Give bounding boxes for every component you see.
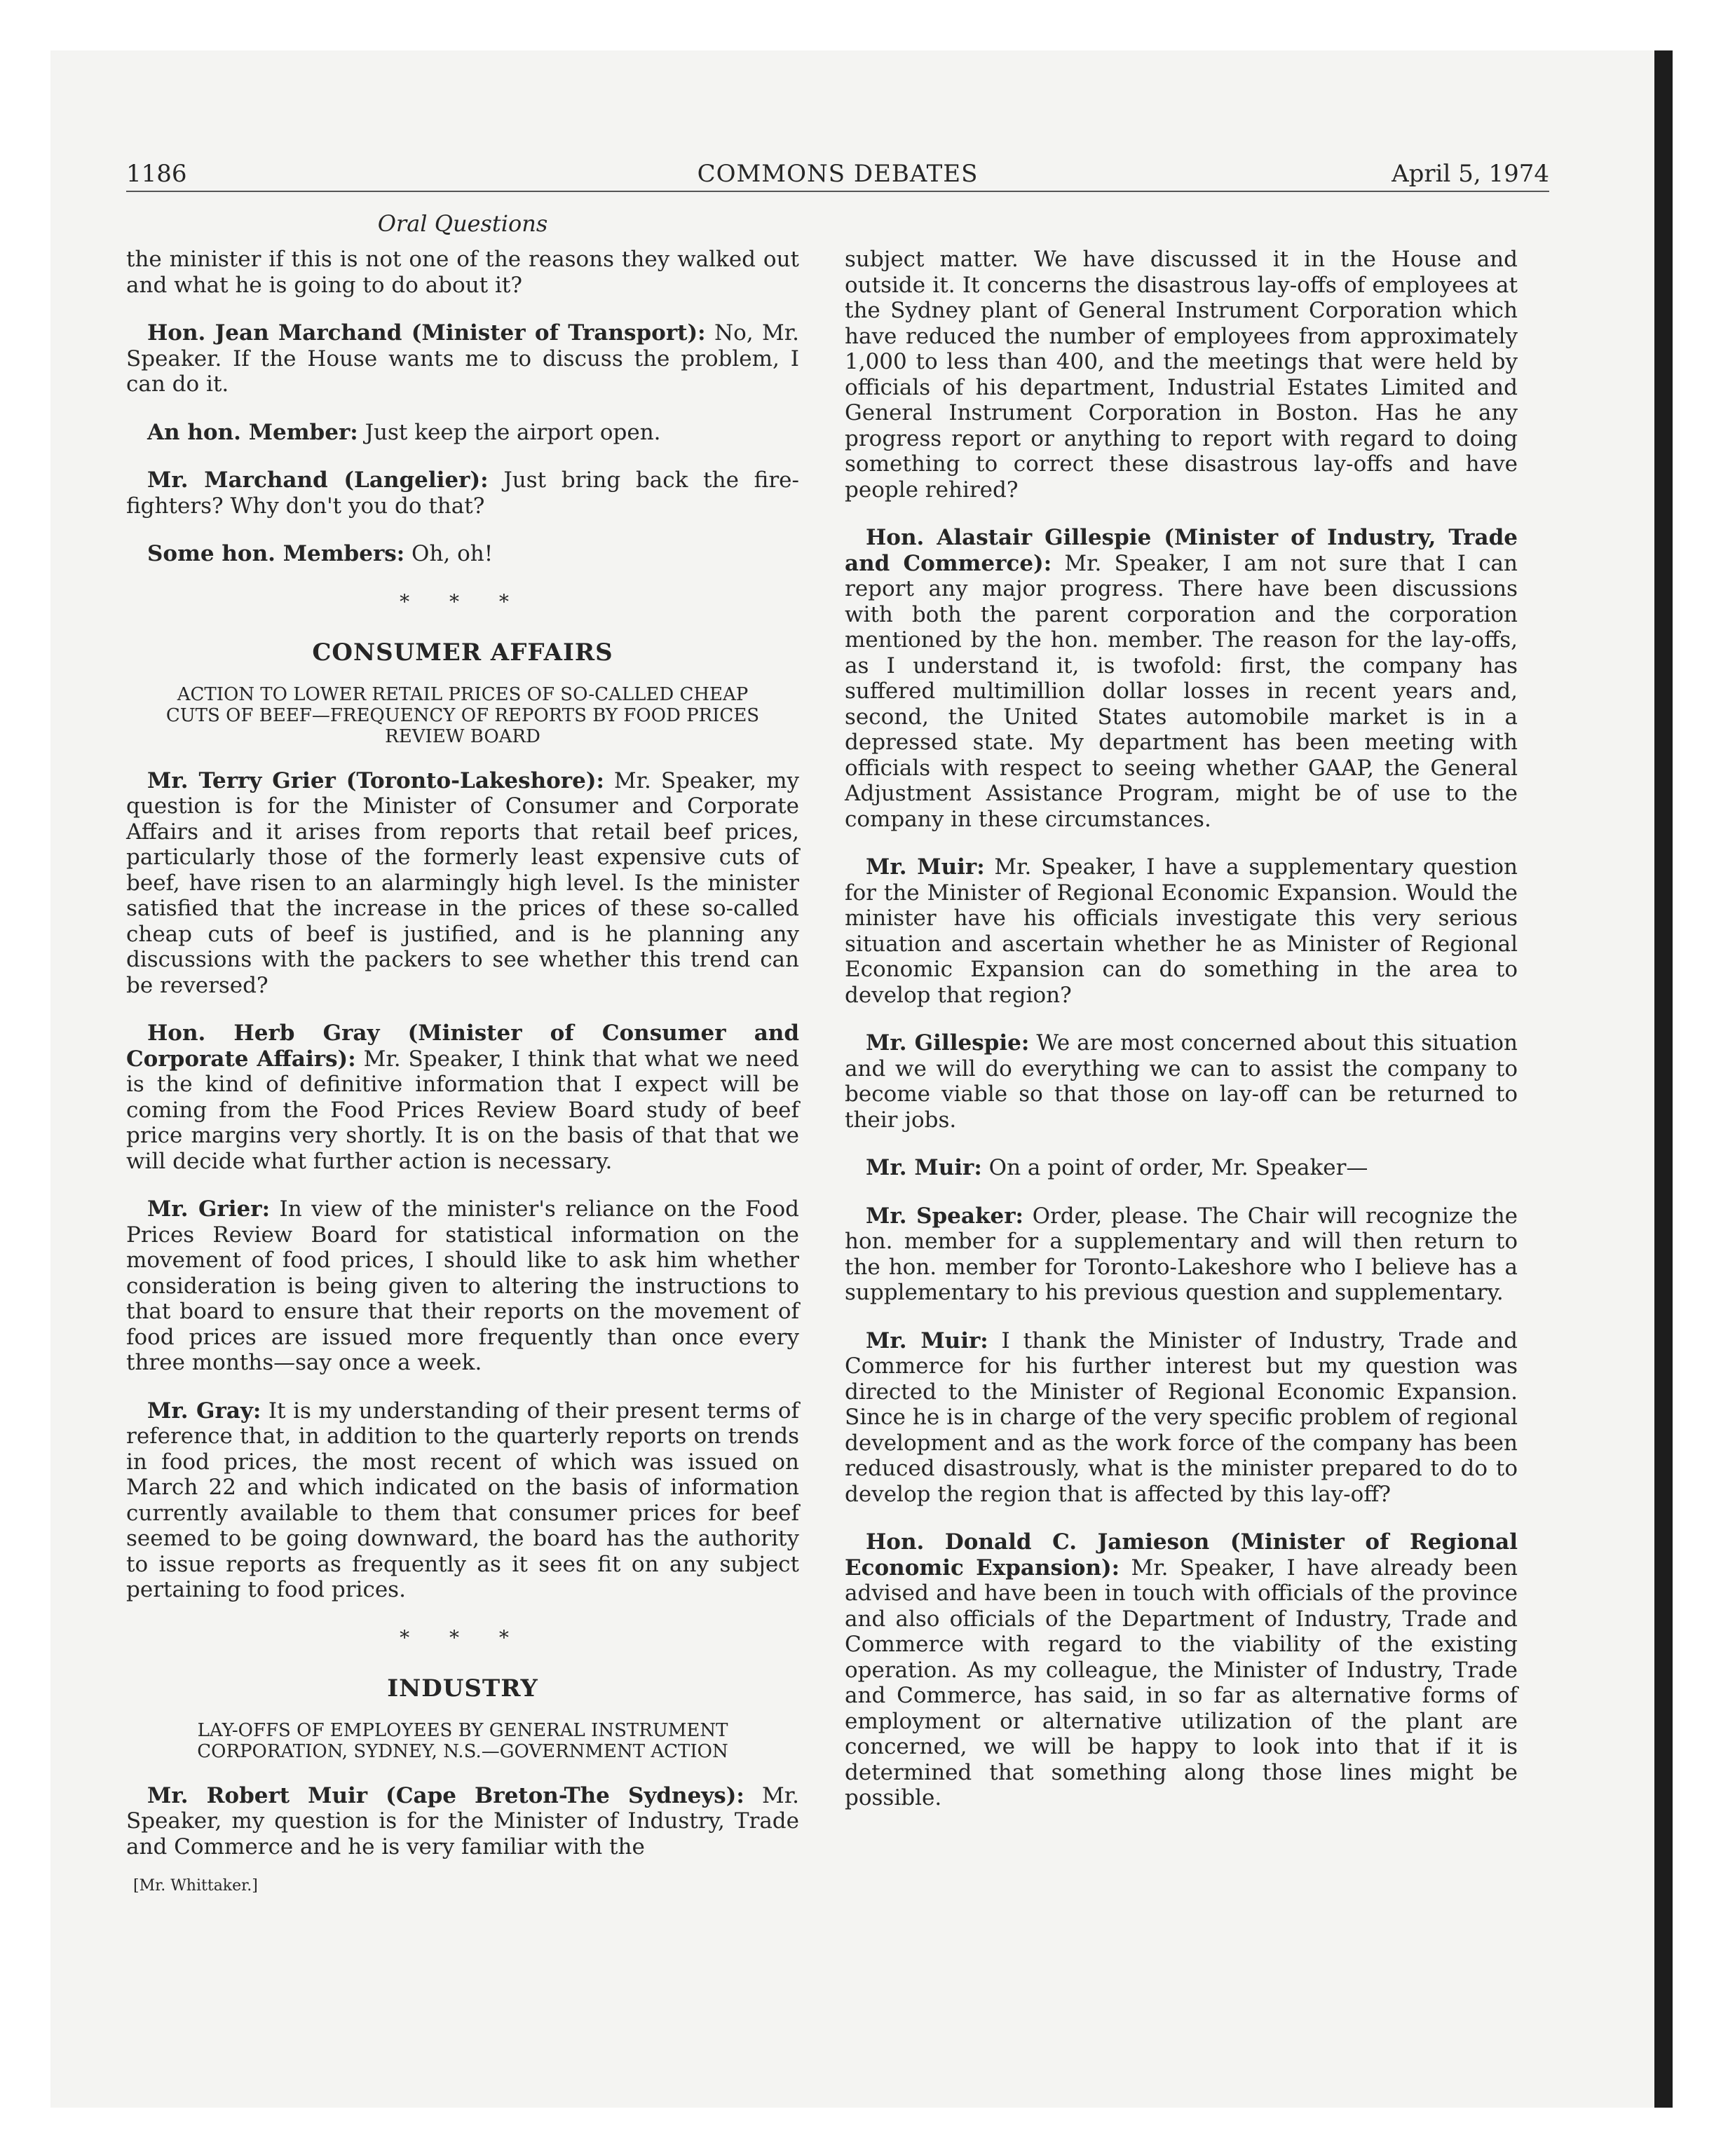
speech-text: Mr. Speaker, I am not sure that I can report any major progress. There have been discussions with both the parent corporation and the corporation mentioned by the hon. member. The reason for the lay-offs, as I understand it, is twofold: first, the company has suffered multimillion dollar losses in recent years and, second, the United States automobile market is in a depressed state. My department has been meeting with officials with respect to seeing whether GAAP, the General Adjustment Assistance Program, might be of use to the company in these circumstances. (845, 550, 1518, 832)
subject-heading: LAY-OFFS OF EMPLOYEES BY GENERAL INSTRUMENT CORPORATION, SYDNEY, N.S.—GOVERNMENT ACTION (197, 1719, 728, 1762)
speaker-name: Mr. Muir: (866, 1328, 988, 1353)
speaker-name: Mr. Terry Grier (Toronto-Lakeshore): (147, 767, 604, 793)
left-column (126, 247, 799, 1899)
speech-text: Mr. Speaker, I have a supplementary question for the Minister of Regional Economic Expansion. Would the minister have his officials investigate this very serious situation and ascertain whether he as Minister of Regional Economic Expansion can do something in the area to develop that region? (845, 854, 1518, 1008)
speech-text: On a point of order, Mr. Speaker— (981, 1155, 1368, 1180)
paragraph (845, 1529, 1518, 1811)
paragraph (126, 1783, 799, 1860)
rubric-heading: CONSUMER AFFAIRS (312, 639, 613, 667)
subject-heading: ACTION TO LOWER RETAIL PRICES OF SO-CALLED CHEAP CUTS OF BEEF—FREQUENCY OF REPORTS BY FOOD PRICES REVIEW BOARD (165, 683, 760, 747)
section-separator: * * * (400, 589, 526, 613)
speaker-name: Mr. Robert Muir (Cape Breton-The Sydneys): (147, 1782, 744, 1808)
paragraph (126, 1196, 799, 1376)
paragraph (126, 541, 799, 567)
speech-text: Mr. Speaker, I have already been advised and have been in touch with officials of the province and also officials of the Department of Industry, Trade and Commerce with regard to the viability of the existing operation. As my colleague, the Minister of Industry, Trade and Commerce, has said, in so far as alternative forms of employment or alternative utilization of the plant are concerned, we will be happy to look into that if it is determined that something along those lines might be possible. (845, 1555, 1518, 1810)
paragraph: the minister if this is not one of the reasons they walked out and what he is going to do about it? (126, 247, 799, 298)
paragraph (126, 320, 799, 397)
speech-text: Just bring back the fire-fighters? Why don't you do that? (126, 468, 799, 519)
speaker-name: Mr. Gillespie: (866, 1030, 1030, 1056)
speech-text: It is my understanding of their present terms of reference that, in addition to the quarterly reports on trends in food prices, the most recent of which was issued on March 22 and which indicated on the basis of information currently available to them that consumer prices for beef seemed to be going downward, the board has the authority to issue reports as frequently as it sees fit on any subject pertaining to food prices. (126, 1398, 799, 1602)
paragraph (845, 854, 1518, 1008)
paragraph (126, 1021, 799, 1174)
paragraph (126, 1398, 799, 1603)
header-rule (126, 191, 1549, 192)
paragraph (845, 1328, 1518, 1508)
paragraph (845, 525, 1518, 832)
speech-text: No, Mr. Speaker. If the House wants me to discuss the problem, I can do it. (126, 320, 799, 397)
speaker-name: Mr. Gray: (147, 1398, 261, 1424)
speaker-name: An hon. Member: (147, 419, 358, 445)
publication-date: April 5, 1974 (1392, 160, 1549, 188)
rubric-heading: INDUSTRY (387, 1674, 538, 1703)
speaker-name: Mr. Grier: (147, 1196, 271, 1222)
section-heading: Oral Questions (377, 210, 548, 237)
publication-title: COMMONS DEBATES (697, 160, 979, 188)
speaker-name: Mr. Speaker: (866, 1203, 1023, 1229)
right-column (845, 247, 1518, 1834)
page-header (126, 160, 1549, 191)
speech-text: I thank the Minister of Industry, Trade and Commerce for his further interest but my question was directed to the Minister of Regional Economic Expansion. Since he is in charge of the very specific problem of regional development and as the work force of the company has been reduced disastrously, what is the minister prepared to do to develop the region that is affected by this lay-off? (845, 1328, 1518, 1507)
section-separator: * * * (400, 1625, 526, 1649)
speech-text: Order, please. The Chair will recognize the hon. member for a supplementary and will then return to the hon. member for Toronto-Lakeshore who I believe has a supplementary to his previous question and supplementary. (845, 1203, 1518, 1305)
paragraph (845, 1030, 1518, 1133)
paragraph (126, 420, 799, 446)
paragraph (845, 1203, 1518, 1306)
speaker-name: Mr. Muir: (866, 1155, 982, 1180)
speech-text: We are most concerned about this situation and we will do everything we can to assist the company to become viable so that those on lay-off can be returned to their jobs. (845, 1030, 1518, 1133)
speaker-name: Hon. Donald C. Jamieson (Minister of Regional Economic Expansion): (845, 1529, 1518, 1581)
speaker-name: Hon. Herb Gray (Minister of Consumer and Corporate Affairs): (126, 1021, 799, 1072)
footnote: [Mr. Whittaker.] (133, 1877, 258, 1895)
speech-text: Mr. Speaker, I think that what we need is the kind of definitive information that I expect will be coming from the Food Prices Review Board study of beef price margins very shortly. It is on the basis of that that we will decide what further action is necessary. (126, 1046, 799, 1174)
speaker-name: Mr. Muir: (866, 854, 985, 880)
speech-text: Oh, oh! (404, 541, 494, 566)
page-number: 1186 (126, 160, 187, 188)
paragraph (126, 768, 799, 999)
speech-text: Just keep the airport open. (358, 419, 661, 445)
speech-text: Mr. Speaker, my question is for the Minister of Consumer and Corporate Affairs and it arises from reports that retail beef prices, particularly those of the formerly least expensive cuts of beef, have risen to an alarmingly high level. Is the minister satisfied that the increase in the prices of these so-called cheap cuts of beef is justified, and is he planning any discussions with the packers to see whether this trend can be reversed? (126, 767, 799, 998)
speaker-name: Some hon. Members: (147, 541, 405, 566)
speaker-name: Hon. Jean Marchand (Minister of Transport): (147, 320, 706, 346)
speaker-name: Hon. Alastair Gillespie (Minister of Industry, Trade and Commerce): (845, 525, 1518, 576)
paragraph (845, 1155, 1518, 1181)
speaker-name: Mr. Marchand (Langelier): (147, 468, 489, 493)
scan-edge-shadow (1654, 50, 1673, 2108)
speech-text: In view of the minister's reliance on the Food Prices Review Board for statistical information on the movement of food prices, I should like to ask him whether consideration is being given to altering the instructions to that board to ensure that their reports on the movement of food prices are issued more frequently than once every three months—say once a week. (126, 1196, 800, 1375)
speech-text: Mr. Speaker, my question is for the Minister of Industry, Trade and Commerce and he is very familiar with the (126, 1782, 799, 1860)
paragraph: subject matter. We have discussed it in the House and outside it. It concerns the disastrous lay-offs of employees at the Sydney plant of General Instrument Corporation which have reduced the number of employees from approximately 1,000 to less than 400, and the meetings that were held by officials of his department, Industrial Estates Limited and General Instrument Corporation in Boston. Has he any progress report or anything to report with regard to doing something to correct these disastrous lay-offs and have people rehired? (845, 247, 1518, 503)
paragraph (126, 468, 799, 519)
